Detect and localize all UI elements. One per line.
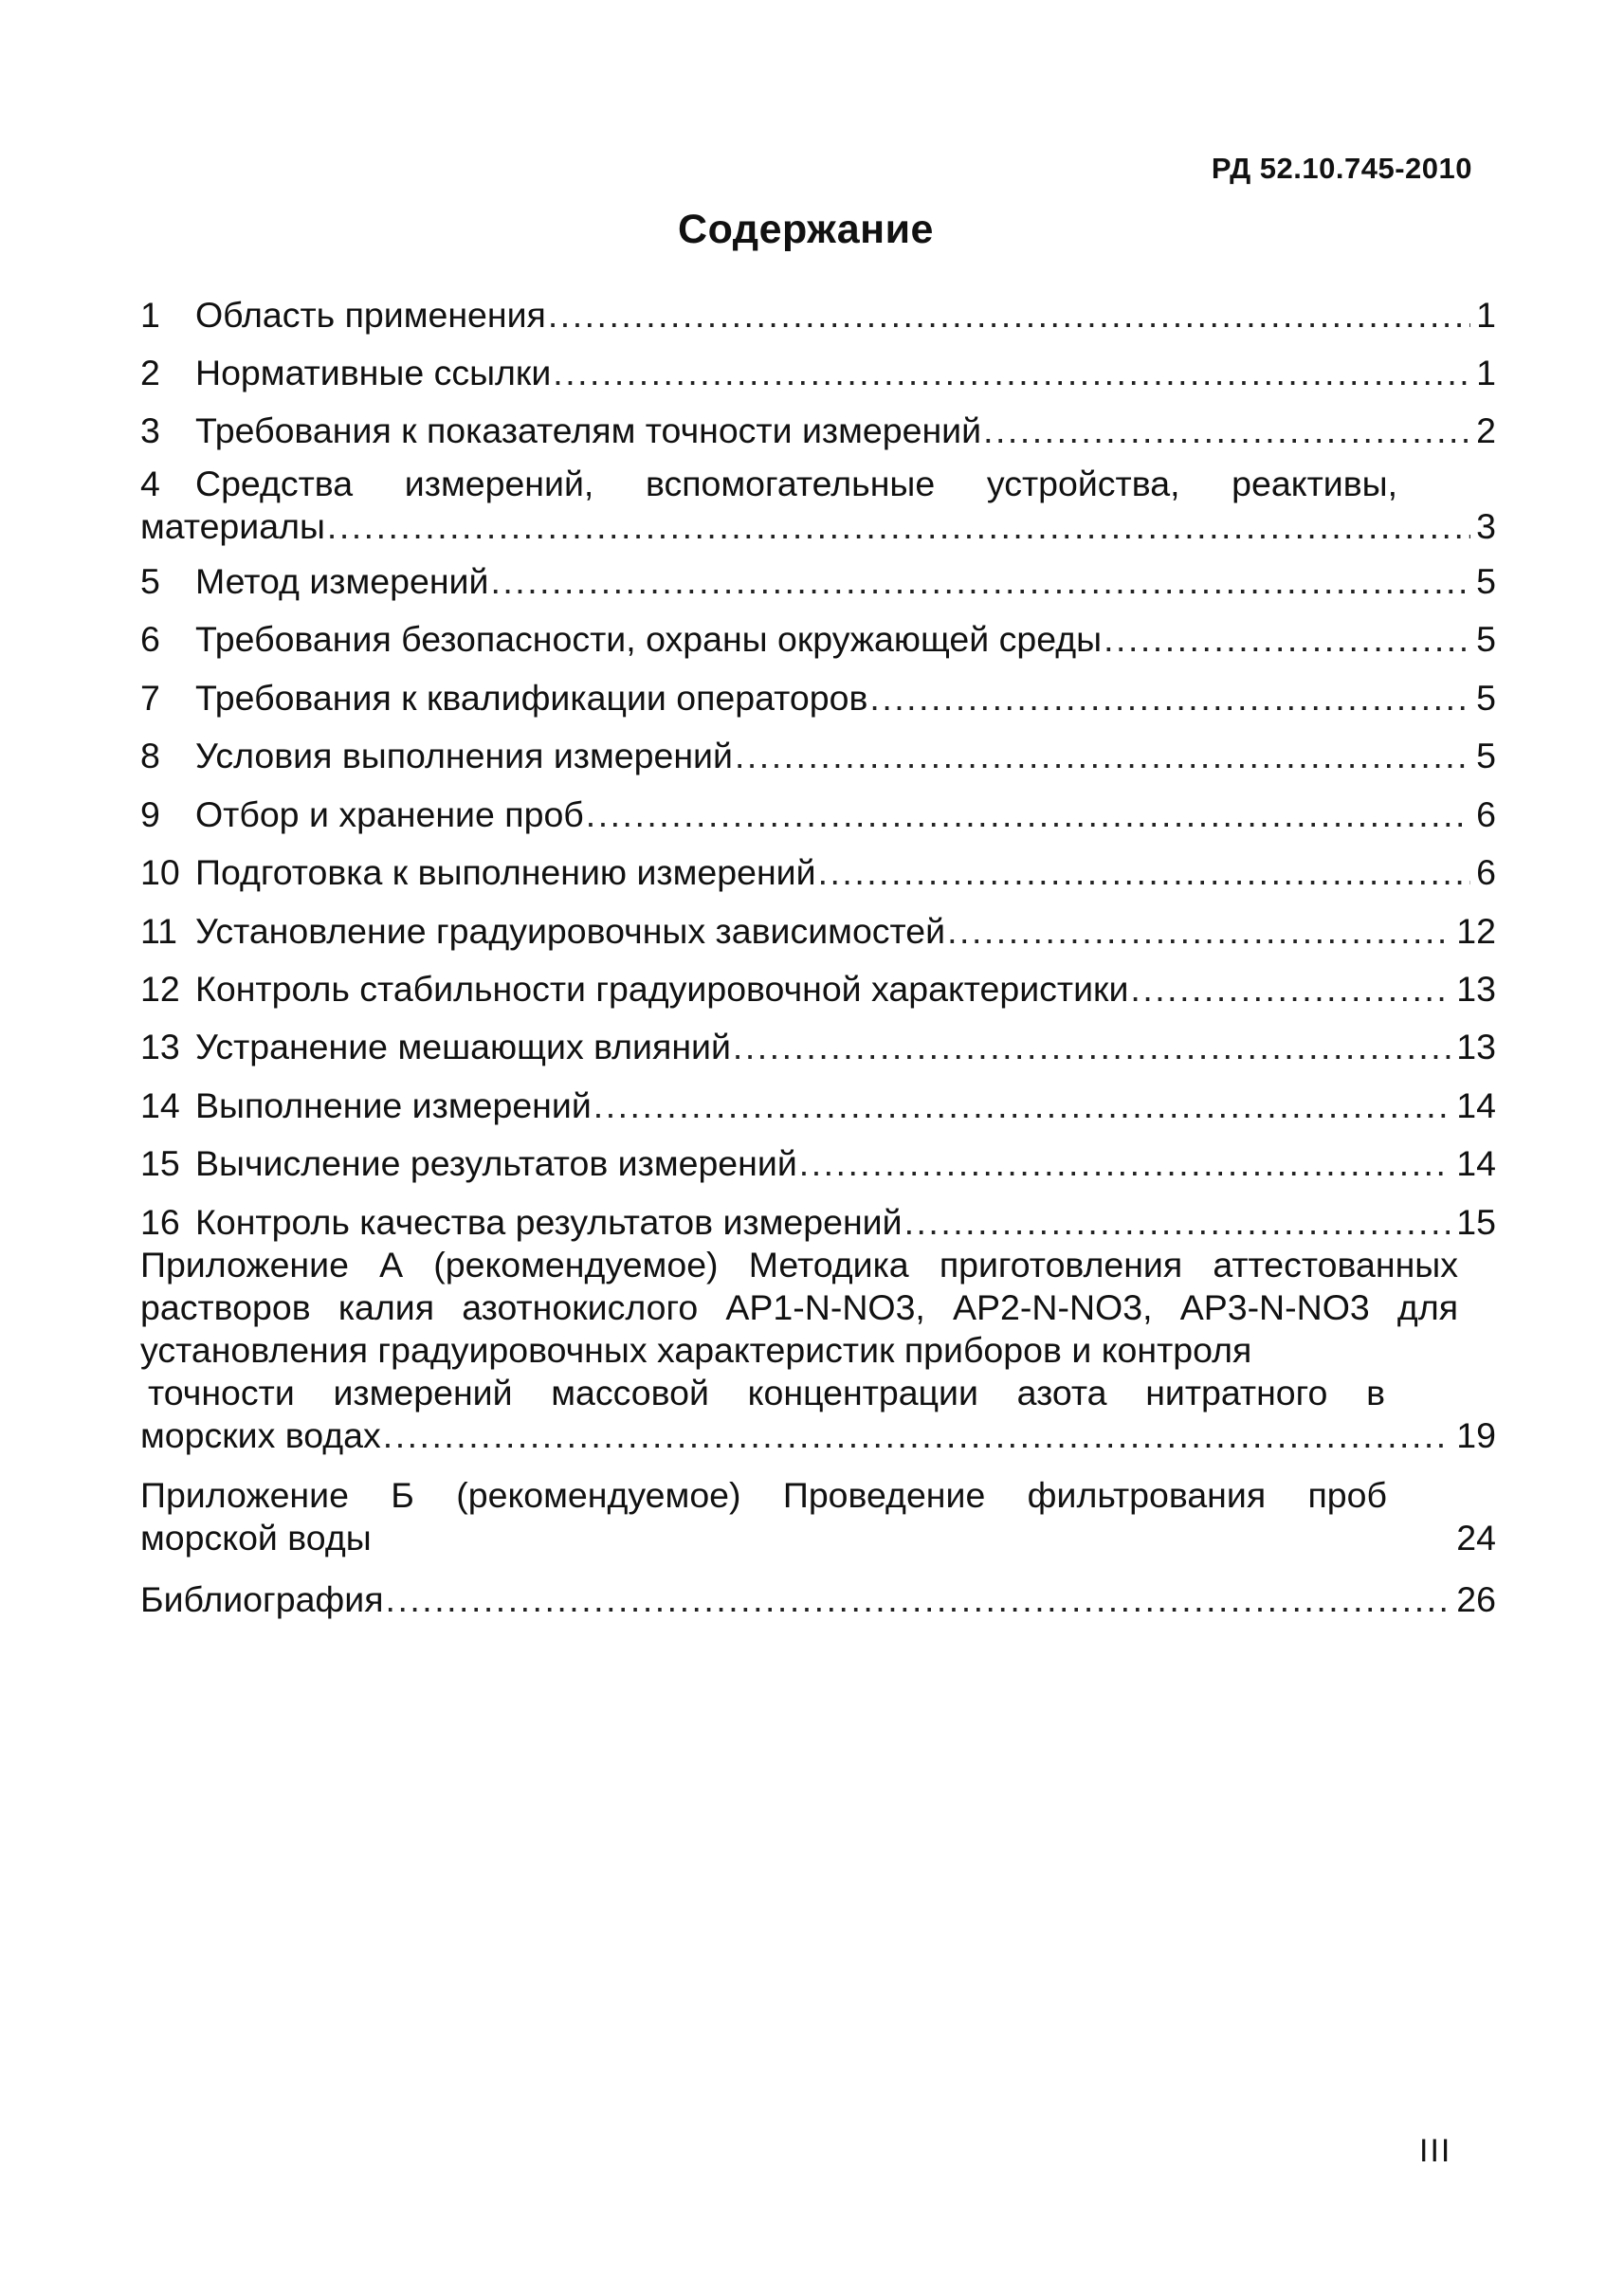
toc-entry-page: 19 <box>1456 1415 1496 1455</box>
toc-entry-page: 5 <box>1476 736 1496 775</box>
toc-entry-number: 14 <box>140 1085 180 1125</box>
toc-entry-number: 7 <box>140 678 160 718</box>
dot-leader <box>1130 968 1451 1011</box>
toc-entry[interactable] <box>140 910 1496 968</box>
dot-leader <box>490 560 1470 603</box>
toc-entry[interactable] <box>140 793 1496 851</box>
dot-leader <box>818 851 1471 894</box>
toc-entry-number: 12 <box>140 969 180 1009</box>
dot-leader <box>735 735 1470 777</box>
toc-entry-number: 6 <box>140 619 160 659</box>
toc-entry-title: Вычисление результатов измерений <box>195 1143 797 1183</box>
appendix-b-line: Приложение Б (рекомендуемое) Проведение фильтрования проб <box>140 1475 1387 1515</box>
toc-entry[interactable] <box>140 968 1496 1026</box>
dot-leader <box>1104 618 1470 661</box>
toc-entry-number: 8 <box>140 736 160 775</box>
toc-entry-page: 26 <box>1456 1579 1496 1619</box>
appendix-a-title-end: морских водах <box>140 1415 381 1455</box>
toc-entry-title: Подготовка к выполнению измерений <box>195 852 816 892</box>
page-number: III <box>1419 2133 1452 2169</box>
toc-entry-title: Выполнение измерений <box>195 1085 592 1125</box>
appendix-b-title-end: морской воды <box>140 1518 372 1558</box>
toc-entry[interactable] <box>140 463 1496 560</box>
dot-leader <box>586 793 1470 836</box>
dot-leader <box>553 352 1470 394</box>
appendix-a-line: точности измерений массовой концентрации азота нитратного в <box>148 1373 1385 1412</box>
toc-entry-title: Контроль стабильности градуировочной характеристики <box>195 969 1129 1009</box>
dot-leader <box>386 1578 1451 1621</box>
toc-entry-appendix-b[interactable] <box>140 1474 1496 1578</box>
toc-entry-title-line: Средства измерений, вспомогательные устройства, реактивы, <box>195 464 1397 503</box>
toc-entry-appendix-a[interactable] <box>140 1244 1496 1474</box>
toc-entry[interactable] <box>140 735 1496 793</box>
toc-entry-number: 10 <box>140 852 180 892</box>
toc-entry-page: 6 <box>1476 852 1496 892</box>
toc-entry[interactable] <box>140 410 1496 463</box>
toc-entry-number: 9 <box>140 794 160 834</box>
toc-entry[interactable] <box>140 1201 1496 1244</box>
page-title: Содержание <box>678 207 934 252</box>
toc-entry[interactable] <box>140 851 1496 910</box>
toc-entry-page: 14 <box>1456 1085 1496 1125</box>
toc-entry-number: 11 <box>140 911 177 951</box>
dot-leader <box>799 1142 1451 1185</box>
toc-entry[interactable] <box>140 1142 1496 1201</box>
toc-entry-page: 5 <box>1476 678 1496 718</box>
toc-entry-number: 16 <box>140 1202 180 1242</box>
toc-entry[interactable] <box>140 560 1496 618</box>
toc-entry-page: 13 <box>1456 1027 1496 1066</box>
toc-entry-title: Установление градуировочных зависимостей <box>195 911 946 951</box>
toc-entry-title: материалы <box>140 506 325 546</box>
dot-leader <box>904 1201 1451 1244</box>
toc-entry[interactable] <box>140 294 1496 352</box>
toc-entry-number: 4 <box>140 464 160 503</box>
dot-leader <box>327 505 1470 548</box>
toc-entry-page: 15 <box>1456 1202 1496 1242</box>
dot-leader <box>947 910 1451 953</box>
toc-entry-title: Контроль качества результатов измерений <box>195 1202 903 1242</box>
toc-entry-title: Требования к показателям точности измерений <box>195 410 982 450</box>
toc-entry-number: 13 <box>140 1027 180 1066</box>
toc-entry[interactable] <box>140 1026 1496 1084</box>
toc-entry[interactable] <box>140 1084 1496 1142</box>
dot-leader <box>593 1084 1451 1127</box>
toc-entry-page: 1 <box>1476 295 1496 335</box>
toc-entry-title: Отбор и хранение проб <box>195 794 584 834</box>
toc-entry-title: Условия выполнения измерений <box>195 736 733 775</box>
toc-entry-page: 12 <box>1456 911 1496 951</box>
dot-leader <box>383 1414 1451 1457</box>
toc-entry-page: 5 <box>1476 619 1496 659</box>
toc-entry-page: 24 <box>1456 1518 1496 1558</box>
toc-entry-number: 2 <box>140 353 160 392</box>
toc-entry-page: 2 <box>1476 410 1496 450</box>
appendix-a-line: установления градуировочных характеристик приборов и контроля <box>140 1330 1252 1370</box>
bibliography-title: Библиография <box>140 1579 384 1619</box>
document-code: РД 52.10.745-2010 <box>1211 152 1472 185</box>
toc-entry-page: 5 <box>1476 561 1496 601</box>
toc-entry[interactable] <box>140 352 1496 410</box>
toc-entry-title: Область применения <box>195 295 546 335</box>
table-of-contents <box>140 294 1496 1621</box>
toc-entry-number: 15 <box>140 1143 180 1183</box>
toc-entry-title: Требования к квалификации операторов <box>195 678 868 718</box>
toc-entry-page: 3 <box>1476 506 1496 546</box>
toc-entry-number: 1 <box>140 295 160 335</box>
toc-entry-page: 13 <box>1456 969 1496 1009</box>
toc-entry-page: 1 <box>1476 353 1496 392</box>
toc-entry[interactable] <box>140 677 1496 735</box>
toc-entry-title: Нормативные ссылки <box>195 353 552 392</box>
toc-entry-number: 5 <box>140 561 160 601</box>
toc-entry-number: 3 <box>140 410 160 450</box>
dot-leader <box>733 1026 1451 1068</box>
appendix-a-line: Приложение А (рекомендуемое) Методика приготовления аттестованных <box>140 1245 1458 1285</box>
toc-entry-title: Метод измерений <box>195 561 489 601</box>
toc-entry-bibliography[interactable] <box>140 1578 1496 1621</box>
appendix-a-line: растворов калия азотнокислого АР1-N-NO3, АР2-N-NO3, АР3-N-NO3 для <box>140 1287 1458 1327</box>
dot-leader <box>548 294 1470 337</box>
dot-leader <box>869 677 1470 720</box>
toc-entry-title: Устранение мешающих влияний <box>195 1027 731 1066</box>
dot-leader <box>983 410 1470 452</box>
toc-entry[interactable] <box>140 618 1496 677</box>
toc-entry-page: 6 <box>1476 794 1496 834</box>
toc-entry-title: Требования безопасности, охраны окружающей среды <box>195 619 1103 659</box>
toc-entry-page: 14 <box>1456 1143 1496 1183</box>
